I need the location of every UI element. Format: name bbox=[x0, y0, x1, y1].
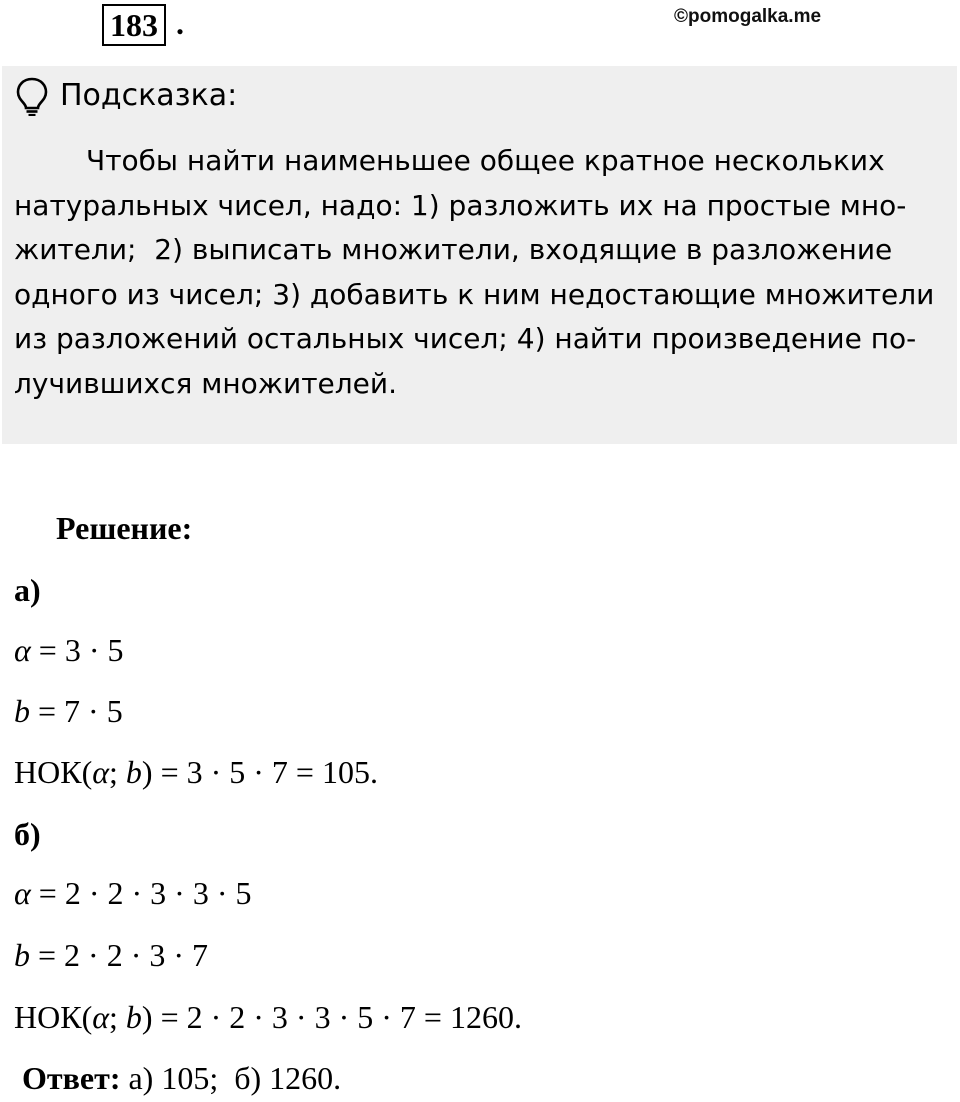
hint-line: одного из чисел; 3) добавить к ним недостающие множители bbox=[14, 277, 935, 311]
part-b-equation-b bbox=[14, 933, 208, 977]
hint-line: натуральных чисел, надо: 1) разложить их на простые мно- bbox=[14, 188, 907, 222]
part-a-label: а) bbox=[14, 572, 41, 608]
var-b: b bbox=[125, 999, 142, 1035]
hint-title: Подсказка: bbox=[60, 78, 238, 113]
lcm-prefix: НОК( bbox=[14, 999, 93, 1035]
hint-line: Чтобы найти наименьшее общее кратное нескольких bbox=[86, 144, 885, 177]
var-a: α bbox=[92, 754, 110, 790]
expr: = 2 · 2 · 3 · 3 · 5 bbox=[30, 875, 252, 911]
site-watermark: ©pomogalka.me bbox=[674, 6, 822, 27]
part-a-equation-b bbox=[14, 689, 123, 733]
var-b: b bbox=[14, 693, 30, 729]
answer-keyword: Ответ: bbox=[22, 1060, 121, 1096]
part-a-lcm bbox=[14, 750, 378, 794]
lcm-expr: ) = 3 · 5 · 7 = 105. bbox=[141, 754, 378, 790]
lcm-expr: ) = 2 · 2 · 3 · 3 · 5 · 7 = 1260. bbox=[141, 999, 522, 1035]
solution-heading: Решение: bbox=[56, 510, 193, 546]
var-b: b bbox=[14, 937, 30, 973]
part-b-label: б) bbox=[14, 816, 41, 852]
var-a: α bbox=[92, 999, 110, 1035]
hint-line: из разложений остальных чисел; 4) найти произведение по- bbox=[14, 322, 917, 355]
var-a: α bbox=[14, 632, 31, 668]
expr: = 3 · 5 bbox=[30, 632, 124, 668]
task-number: 183 bbox=[102, 4, 166, 46]
var-b: b bbox=[125, 754, 142, 790]
hint-line: жители; 2) выписать множители, входящие в разложение bbox=[14, 233, 893, 266]
task-number-dot: . bbox=[176, 5, 184, 41]
expr: = 2 · 2 · 3 · 7 bbox=[30, 937, 209, 973]
part-b-lcm bbox=[14, 995, 522, 1039]
part-a-equation-a bbox=[14, 628, 124, 672]
expr: = 7 · 5 bbox=[30, 693, 123, 729]
lcm-prefix: НОК( bbox=[14, 754, 93, 790]
answer-text: а) 105; б) 1260. bbox=[120, 1060, 342, 1096]
answer-line bbox=[22, 1056, 341, 1100]
hint-text bbox=[14, 139, 946, 406]
lcm-sep: ; bbox=[109, 999, 126, 1035]
lcm-sep: ; bbox=[109, 754, 126, 790]
part-b-equation-a bbox=[14, 871, 251, 915]
var-a: α bbox=[14, 875, 31, 911]
lightbulb-icon bbox=[14, 76, 50, 116]
hint-line: лучившихся множителей. bbox=[14, 366, 397, 400]
